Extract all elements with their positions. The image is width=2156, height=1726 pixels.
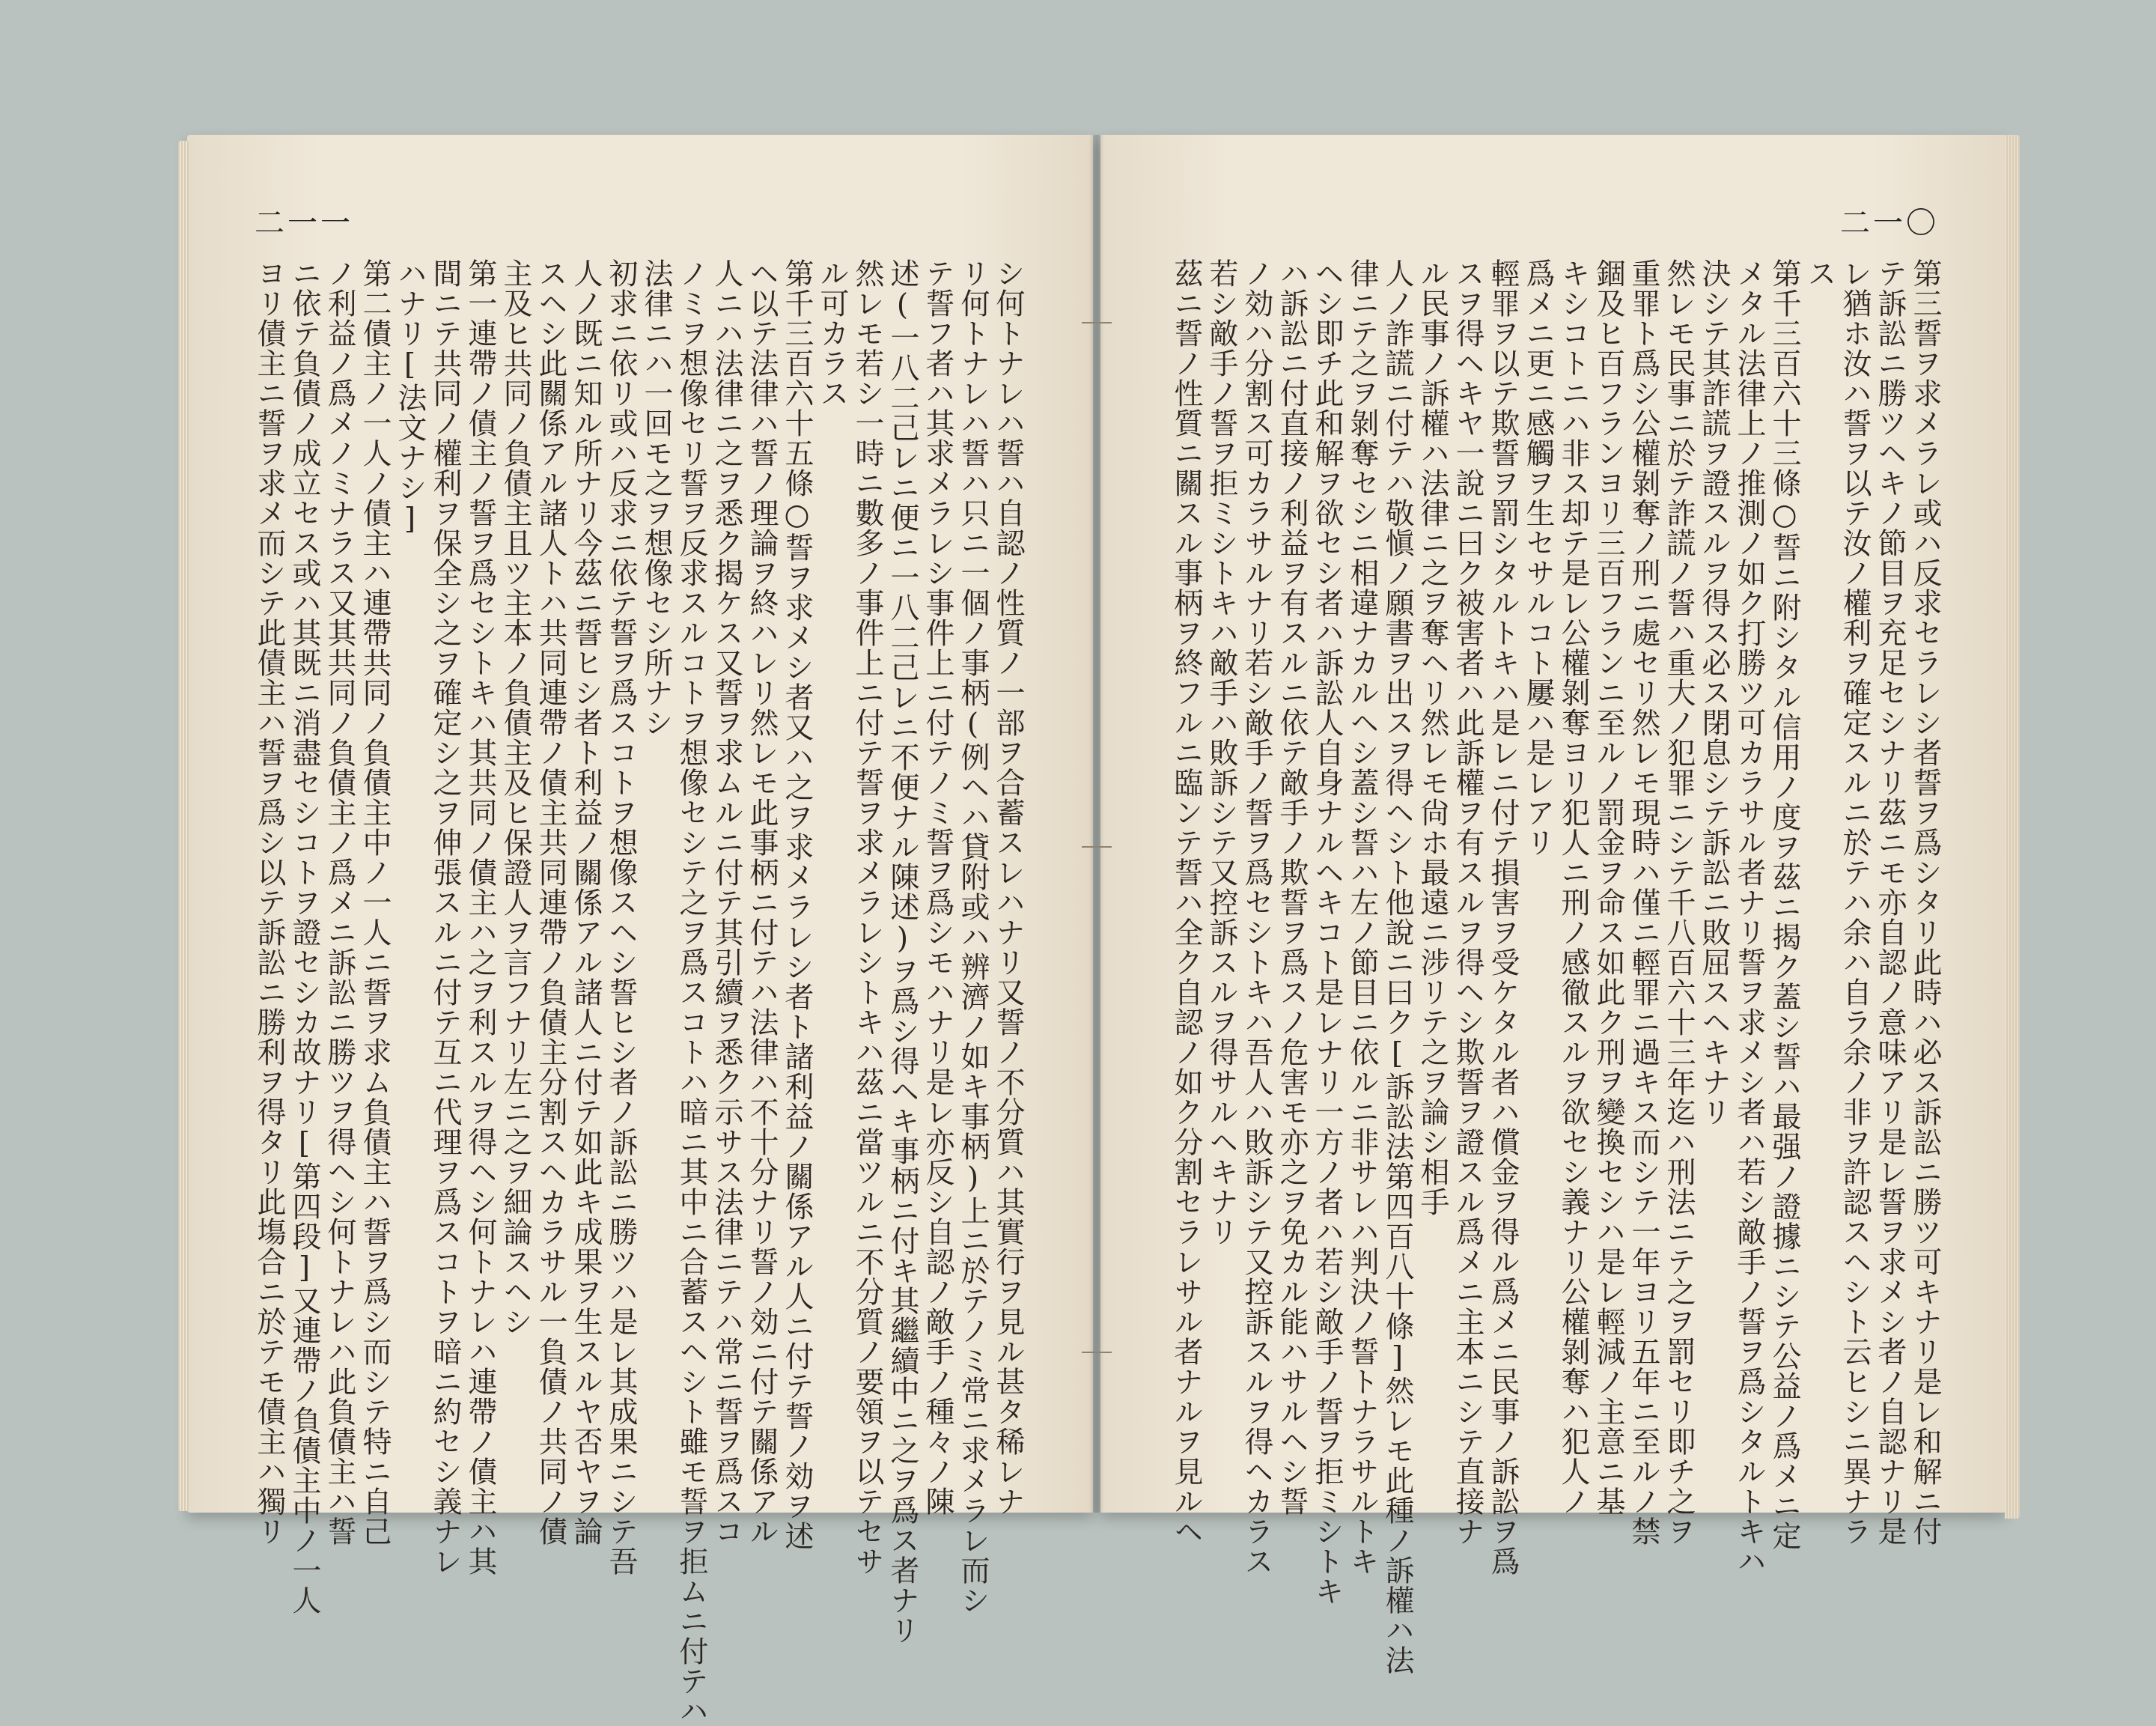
text-line: テ訴訟ニ勝ツヘキノ節目ヲ充足セシナリ茲ニモ亦自認ノ意味アリ是レ誓ヲ求メシ者ノ自認ナリ是 <box>1873 258 1907 1546</box>
text-line: 錮及ヒ百フランヨリ三百フランニ至ルノ罰金ヲ命ス如此ク刑ヲ變換セシハ是レ輕減ノ主意ニ基 <box>1592 258 1625 1516</box>
text-line: 輕罪ヲ以テ欺誓ヲ罰シタルトキハ是レニ付テ損害ヲ受ケタル者ハ償金ヲ得ル爲メニ民事ノ訴訟ヲ爲 <box>1486 258 1520 1576</box>
text-line: シ何トナレハ誓ハ自認ノ性質ノ一部ヲ合蓄スレハナリ又誓ノ不分質ハ其實行ヲ見ル甚タ稀レナ <box>991 258 1025 1516</box>
left-page-edge <box>178 141 189 1511</box>
text-line: 第三誓ヲ求メラレ或ハ反求セラレシ者誓ヲ爲シタリ此時ハ必ス訴訟ニ勝ツ可キナリ是レ和解ニ付 <box>1908 258 1942 1546</box>
text-line: 第千三百六十三條○誓ニ附シタル信用ノ度ヲ茲ニ揭ク蓋シ誓ハ最强ノ證據ニシテ公益ノ爲メニ定 <box>1767 258 1801 1551</box>
text-line: 然レモ若シ一時ニ數多ノ事件上ニ付テ誓ヲ求メラレシトキハ茲ニ當ツルニ不分質ノ要領ヲ以テセサ <box>850 258 884 1576</box>
text-line: 第一連帶ノ債主ノ誓ヲ爲セシトキハ其共同ノ債主ハ之ヲ利スルヲ得ヘシ何トナレハ連帶ノ債主ハ其 <box>463 258 497 1576</box>
binding-stitch <box>1082 322 1112 323</box>
text-line: ハ訴訟ニ付直接ノ利益ヲ有スルニ依テ敵手ノ欺誓ヲ爲スノ危害モ亦之ヲ免カル能ハサルヘシ誓 <box>1275 258 1309 1516</box>
right-page-number: 二一〇 <box>1840 206 1939 240</box>
text-line: ル民事ノ訴權ハ法律ニ之ヲ奪ヘリ然レモ尙ホ最遠ニ涉リテ之ヲ論シ相手 <box>1416 258 1449 1217</box>
text-line: 若シ敵手ノ誓ヲ拒ミシトキハ敵手ハ敗訴シテ又控訴スルヲ得サルヘキナリ <box>1205 258 1238 1247</box>
text-line: 爲メニ更ニ感觸ヲ生セサルコト屢ハ是レアリ <box>1521 258 1555 857</box>
text-line: 法律ニハ一回モ之ヲ想像セシ所ナシ <box>639 258 673 738</box>
text-line: ヘ以テ法律ハ誓ノ理論ヲ終ハレリ然レモ此事柄ニ付テハ法律ハ不十分ナリ誓ノ効ニ付テ關係アル <box>745 258 779 1546</box>
open-book <box>187 135 2006 1726</box>
text-line: ヘシ即チ此和解ヲ欲セシ者ハ訴訟人自身ナルヘキコト是レナリ一方ノ者ハ若シ敵手ノ誓ヲ拒ミシトキ <box>1310 258 1344 1606</box>
text-line: スヲ得ヘキヤ一說ニ曰ク被害者ハ此訴權ヲ有スルヲ得ヘシ欺誓ヲ證スル爲メニ主本ニシテ直接ナ <box>1451 258 1484 1546</box>
text-line: メタル法律上ノ推測ノ如ク打勝ツ可カラサル者ナリ誓ヲ求メシ者ハ若シ敵手ノ誓ヲ爲シタルトキハ <box>1732 258 1766 1576</box>
text-line: 然レモ民事ニ於テ詐謊ノ誓ハ重大ノ犯罪ニシテ千八百六十三年迄ハ刑法ニテ之ヲ罰セリ即チ之ヲ <box>1662 258 1696 1546</box>
text-line: ス <box>1803 258 1836 288</box>
right-page <box>1100 135 2006 1675</box>
binding-stitch <box>1082 1352 1112 1353</box>
book-gutter <box>1089 135 1104 1513</box>
text-line: ノ利益ノ爲メノミナラス又其共同ノ負債主ノ爲メニ訴訟ニ勝ツヲ得ヘシ何トナレハ此負債主ハ誓 <box>323 258 356 1546</box>
text-line: キシコトニハ非ス却テ是レ公權剝奪ヨリ犯人ニ刑ノ感徹スルヲ欲セシ義ナリ公權剝奪ハ犯人ノ <box>1556 258 1590 1516</box>
text-line: 重罪ト爲シ公權剝奪ノ刑ニ處セリ然レモ現時ハ僅ニ輕罪ニ過キス而シテ一年ヨリ五年ニ至ルノ禁 <box>1627 258 1660 1546</box>
text-line: リ何トナレハ誓ハ只ニ一個ノ事柄(例ヘハ貸附或ハ辨濟ノ如キ事柄)上ニ於テノミ常ニ求メラレ而シ <box>956 258 990 1615</box>
text-line: 茲ニ誓ノ性質ニ關スル事柄ヲ終フルニ臨ンテ誓ハ全ク自認ノ如ク分割セラレサル者ナルヲ見ルヘ <box>1169 258 1203 1546</box>
text-line: ル可カラス <box>815 258 849 408</box>
text-line: 間ニテ共同ノ權利ヲ保全シ之ヲ確定シ之ヲ伸張スルニ付テ互ニ代理ヲ爲スコトヲ暗ニ約セシ義ナレ <box>428 258 462 1576</box>
left-page-text <box>252 258 1026 1726</box>
text-line: テ誓フ者ハ其求メラレシ事件上ニ付テノミ誓ヲ爲シモハナリ是レ亦反シ自認ノ敵手ノ種々ノ陳 <box>921 258 954 1516</box>
left-page <box>187 135 1093 1726</box>
text-line: ヨリ債主ニ誓ヲ求メ而シテ此債主ハ誓ヲ爲シ以テ訴訟ニ勝利ヲ得タリ此塲合ニ於テモ債主ハ獨リ <box>252 258 286 1546</box>
text-line: 決シテ其詐謊ヲ證スルヲ得ス必ス閉息シテ訴訟ニ敗屈スヘキナリ <box>1697 258 1731 1127</box>
text-line: スヘシ此關係アル諸人トハ共同連帶ノ債主共同連帶ノ負債主分割スヘカラサル一負債ノ共同ノ債 <box>534 258 567 1546</box>
text-line: ノ効ハ分割ス可カラサルナリ若シ敵手ノ誓ヲ爲セシトキハ吾人ハ敗訴シテ又控訴スルヲ得ヘカラス <box>1240 258 1273 1576</box>
text-line: 律ニテ之ヲ剝奪セシニ相違ナカルヘシ蓋シ誓ハ左ノ節目ニ依ルニ非サレハ判決ノ誓トナラサルトキ <box>1345 258 1379 1576</box>
text-line: 第千三百六十五條○誓ヲ求メシ者又ハ之ヲ求メラレシ者ト諸利益ノ關係アル人ニ付テ誓ノ効ヲ述 <box>780 258 814 1551</box>
right-page-edge <box>2005 135 2020 1519</box>
text-line: レ猶ホ汝ハ誓ヲ以テ汝ノ權利ヲ確定スルニ於テハ余ハ自ラ余ノ非ヲ許認スヘシト云ヒシニ異ナラ <box>1838 258 1872 1546</box>
text-line: ハナリ[法文ナシ] <box>393 258 427 537</box>
text-line: 第二債主ノ一人ノ債主ハ連帶共同ノ負債主中ノ一人ニ誓ヲ求ム負債主ハ誓ヲ爲シ而シテ特ニ自己 <box>358 258 392 1546</box>
right-page-text <box>1169 258 1943 1675</box>
text-line: 人ノ詐謊ニ付テハ敬愼ノ願書ヲ出スヲ得ヘシト他說ニ曰ク[訴訟法第四百八十條]然レモ此種ノ訴權ハ法 <box>1380 258 1414 1675</box>
text-line: 人ノ既ニ知ル所ナリ今茲ニ誓ヒシ者ト利益ノ關係アル諸人ニ付テ如此キ成果ヲ生スルヤ否ヤヲ論 <box>569 258 603 1546</box>
text-line: 人ニハ法律ニ之ヲ悉ク揭ケス又誓ヲ求ムルニ付テ其引續ヲ悉ク示サス法律ニテハ常ニ誓ヲ爲スコ <box>710 258 743 1546</box>
text-line: ノミヲ想像セリ誓ヲ反求スルコトヲ想像セシテ之ヲ爲スコトハ暗ニ其中ニ合蓄スヘシト雖モ誓ヲ拒ムニ付テハ <box>674 258 708 1726</box>
binding-stitch <box>1082 846 1112 848</box>
text-line: 述(一八二己レニ便ニ一八二己レニ不便ナル陳述)ヲ爲シ得ヘキ事柄ニ付キ其繼續中ニ之ヲ爲ス者ナリ <box>886 258 919 1645</box>
left-page-number: 二一一 <box>255 206 353 240</box>
text-line: 主及ヒ共同ノ負債主且ツ主本ノ負債主及ヒ保證人ヲ言フナリ左ニ之ヲ細論スヘシ <box>499 258 532 1337</box>
text-line: ニ依テ負債ノ成立セス或ハ其既ニ消盡セシコトヲ證セシカ故ナリ[第四段]又連帶ノ負債主中ノ一人 <box>287 258 321 1615</box>
text-line: 初求ニ依リ或ハ反求ニ依テ誓ヲ爲スコトヲ想像スヘシ誓ヒシ者ノ訴訟ニ勝ツハ是レ其成果ニシテ吾 <box>604 258 638 1576</box>
